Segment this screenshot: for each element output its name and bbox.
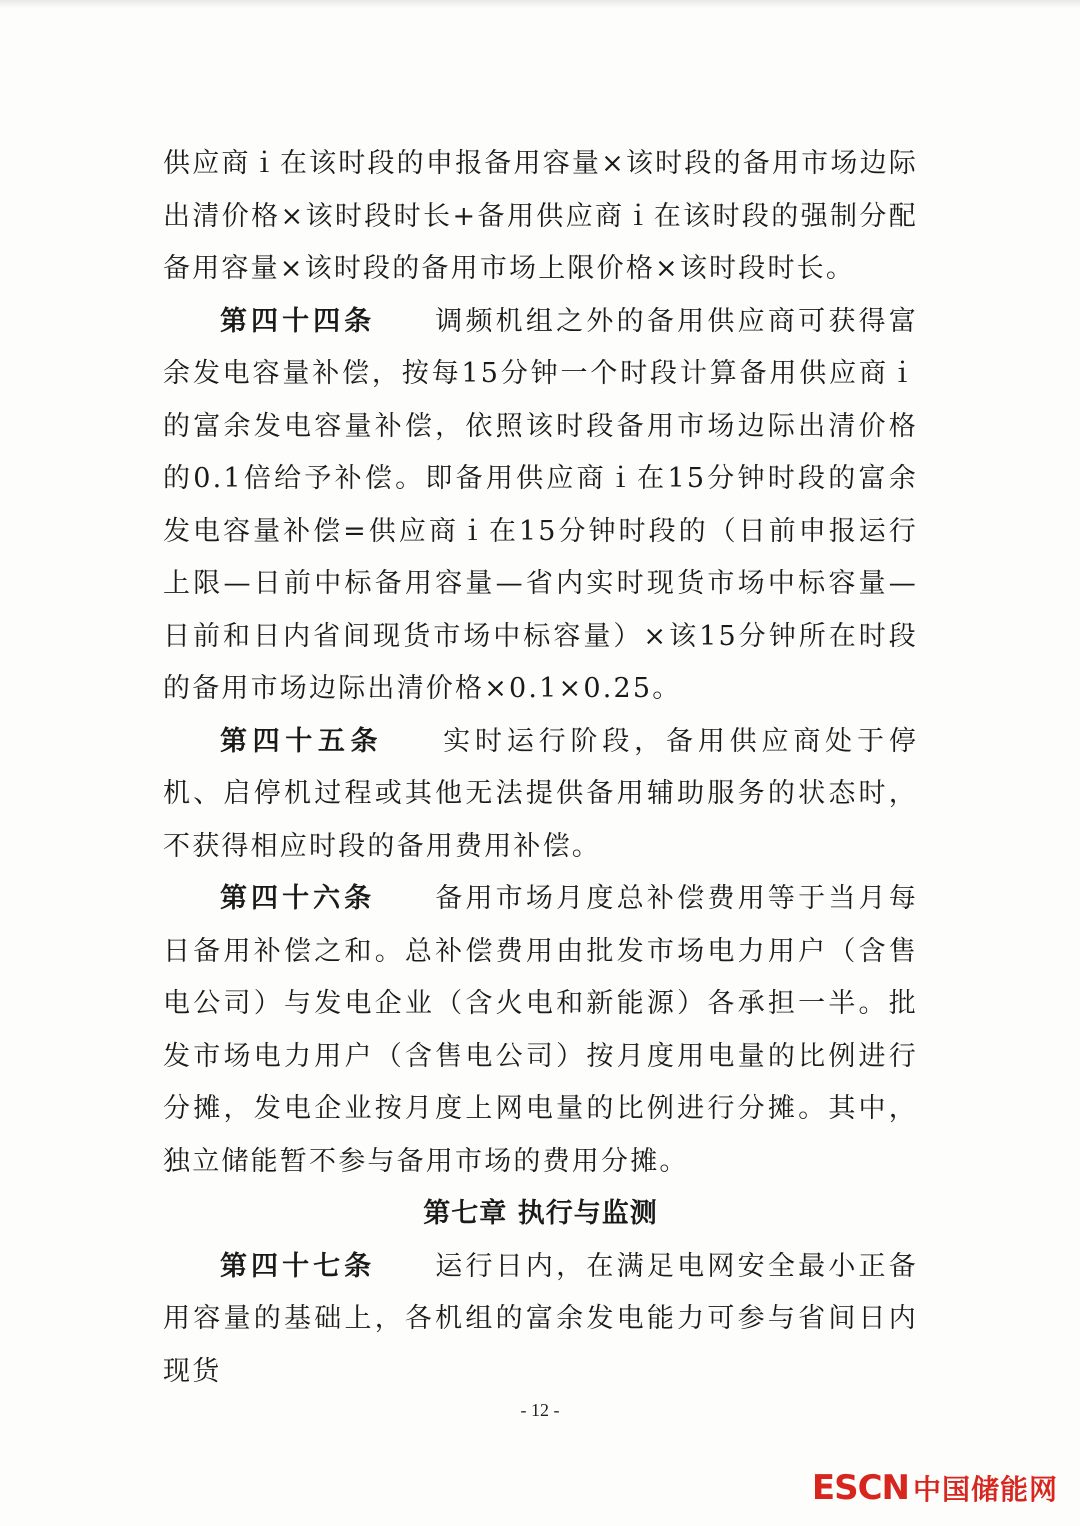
escn-logo <box>812 1466 1058 1510</box>
document-body <box>163 138 918 1398</box>
article-47-text: 运行日内，在满足电网安全最小正备用容量的基础上，各机组的富余发电能力可参与省间日内现货 <box>163 1250 918 1387</box>
scan-edge <box>0 0 1080 8</box>
article-44-text: 调频机组之外的备用供应商可获得富余发电容量补偿，按每15分钟一个时段计算备用供应商ｉ的富余发电容量补偿，依照该时段备用市场边际出清价格的0.1倍给予补偿。即备用供应商ｉ在15分钟时段的富余发电容量补偿=供应商ｉ在15分钟时段的（日前申报运行上限—日前中标备用容量—省内实时现货市场中标容量—日前和日内省间现货市场中标容量）×该15分钟所在时段的备用市场边际出清价格×0.1×0.25。 <box>163 305 918 704</box>
article-45-text: 实时运行阶段，备用供应商处于停机、启停机过程或其他无法提供备用辅助服务的状态时，不获得相应时段的备用费用补偿。 <box>163 725 919 862</box>
continued-paragraph: 供应商ｉ在该时段的申报备用容量×该时段的备用市场边际出清价格×该时段时长+备用供应商ｉ在该时段的强制分配备用容量×该时段的备用市场上限价格×该时段时长。 <box>163 148 918 284</box>
article-46-text: 备用市场月度总补偿费用等于当月每日备用补偿之和。总补偿费用由批发市场电力用户（含售电公司）与发电企业（含火电和新能源）各承担一半。批发市场电力用户（含售电公司）按月度用电量的比例进行分摊，发电企业按月度上网电量的比例进行分摊。其中，独立储能暂不参与备用市场的费用分摊。 <box>163 883 918 1177</box>
logo-latin-text: ESCN <box>811 1468 909 1508</box>
article-46-label: 第四十六条 <box>220 883 376 914</box>
page-number: - 12 - <box>520 1400 560 1420</box>
article-45-label: 第四十五条 <box>220 725 384 757</box>
logo-chinese-text: 中国储能网 <box>912 1473 1058 1506</box>
article-45 <box>163 716 918 874</box>
article-47 <box>163 1241 918 1399</box>
article-44-label: 第四十四条 <box>220 305 376 337</box>
article-47-label: 第四十七条 <box>220 1250 376 1282</box>
article-46 <box>163 873 918 1188</box>
article-44 <box>163 296 918 716</box>
chapter-heading: 第七章 执行与监测 <box>423 1198 658 1229</box>
